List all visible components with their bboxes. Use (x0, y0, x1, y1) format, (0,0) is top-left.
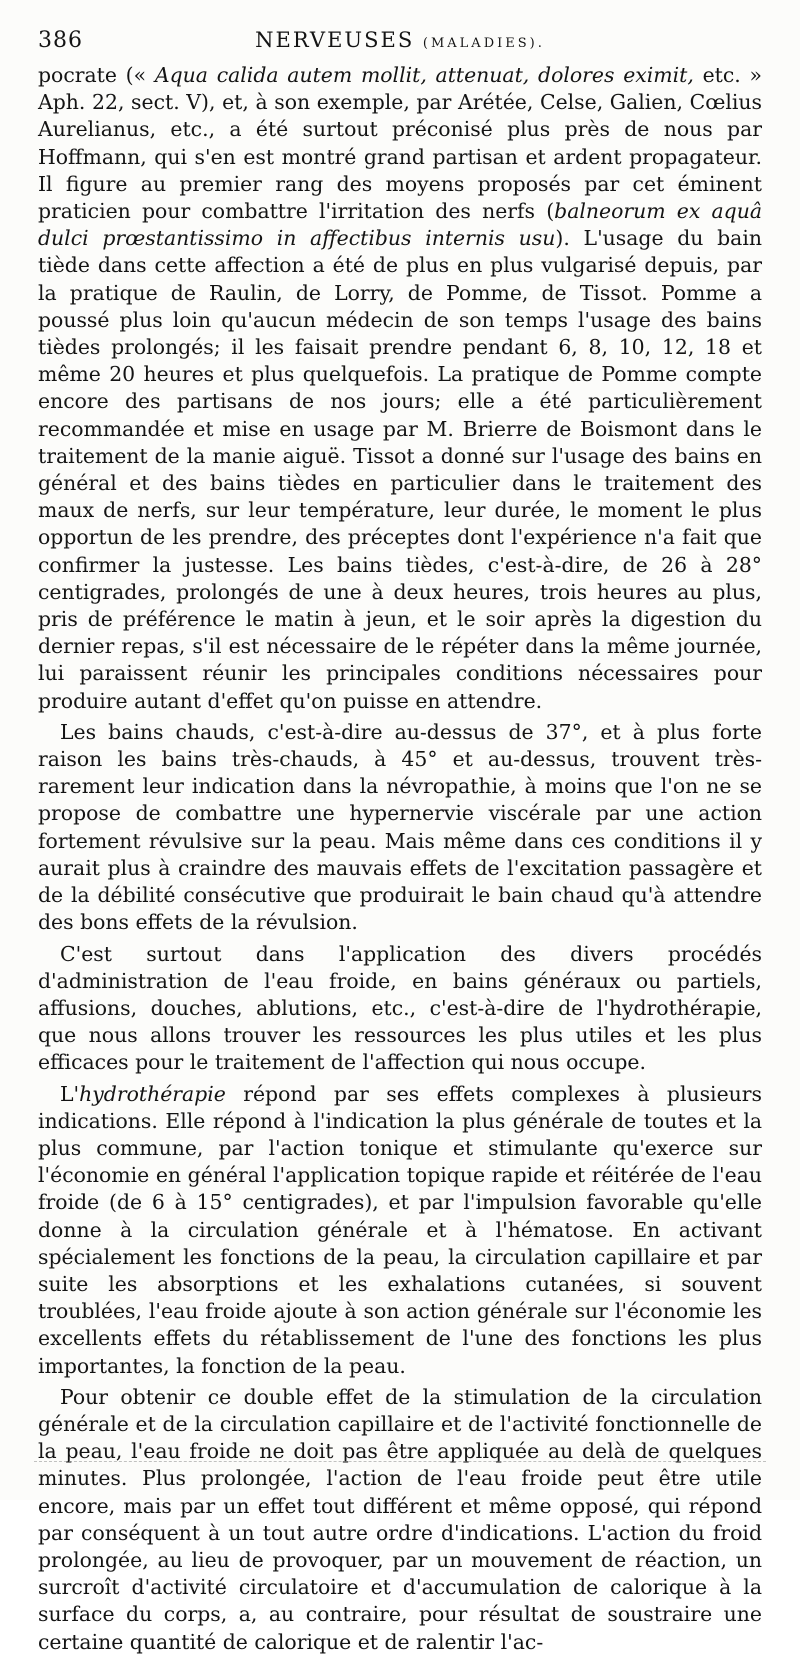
paragraph-1-text-b: etc. » Aph. 22, sect. V), et, à son exemple, par Arétée, Celse, Galien, Cœlius Aurelianus, etc., a été surtout préconisé plus près de nous par Hoffmann, qui s'en est montré grand partisan et ardent propagateur. Il figure au premier rang des moyens proposés par cet éminent praticien pour combattre l'irritation des nerfs ( (38, 63, 762, 224)
paragraph-5: Pour obtenir ce double effet de la stimulation de la circulation générale et de la circulation capillaire et de l'activité fonctionnelle de la peau, l'eau froide ne doit pas être appliquée au delà de quelques minutes. Plus prolongée, l'action de l'eau froide peut être utile encore, mais par un effet tout différent et même opposé, qui répond par conséquent à un tout autre ordre d'indications. L'action du froid prolongée, au lieu de provoquer, par un mouvement de réaction, un surcroît d'activité circulatoire et d'accumulation de calorique à la surface du corps, a, au contraire, pour résultat de soustraire une certaine quantité de calorique et de ralentir l'ac- (38, 1384, 762, 1654)
page-number: 386 (38, 28, 83, 53)
paragraph-4 (38, 1081, 762, 1380)
running-head (38, 28, 762, 52)
latin-title: balneorum ex aquâ dulci prœstantissimo in affectibus internis usu (38, 199, 762, 251)
paragraph-1-text-a: pocrate (« (38, 63, 155, 87)
paragraph-3: C'est surtout dans l'application des divers procédés d'administration de l'eau froide, en bains généraux ou partiels, affusions, douches, ablutions, etc., c'est-à-dire de l'hydrothérapie, que nous allons trouver les ressources les plus utiles et les plus efficaces pour le traitement de l'affection qui nous occupe. (38, 941, 762, 1075)
page-header (38, 28, 762, 58)
paragraph-1-text-c: ). L'usage du bain tiède dans cette affection a été de plus en plus vulgarisé depuis, par la pratique de Raulin, de Lorry, de Pomme, de Tissot. Pomme a poussé plus loin qu'aucun médecin de son temps l'usage des bains tièdes prolongés; il les faisait prendre pendant 6, 8, 10, 12, 18 et même 20 heures et plus quelquefois. La pratique de Pomme compte encore des partisans de nos jours; elle a été particulièrement recommandée et mise en usage par M. Brierre de Boismont dans le traitement de la manie aiguë. Tissot a donné sur l'usage des bains en général et des bains tièdes en particulier dans le traitement des maux de nerfs, sur leur température, leur durée, le moment le plus opportun de les prendre, des préceptes dont l'expérience n'a fait que confirmer la justesse. Les bains tièdes, c'est-à-dire, de 26 à 28° centigrades, prolongés de une à deux heures, trois heures au plus, pris de préférence le matin à jeun, et le soir après la digestion du dernier repas, s'il est nécessaire de le répéter dans la même journée, lui paraissent réunir les principales conditions nécessaires pour produire autant d'effet qu'on puisse en attendre. (38, 226, 762, 713)
paragraph-2: Les bains chauds, c'est-à-dire au-dessus de 37°, et à plus forte raison les bains très-chauds, à 45° et au-dessus, trouvent très-rarement leur indication dans la névropathie, à moins que l'on ne se propose de combattre une hypernervie viscérale par une action fortement révulsive sur la peau. Mais même dans ces conditions il y aurait plus à craindre des mauvais effets de l'excitation passagère et de la débilité consécutive que produirait le bain chaud qu'à attendre des bons effets de la révulsion. (38, 719, 762, 935)
body-text (38, 62, 762, 1656)
running-subtitle: (MALADIES). (422, 36, 545, 51)
scan-artifact-line (34, 1461, 766, 1463)
latin-quote: Aqua calida autem mollit, attenuat, dolores eximit, (154, 63, 694, 87)
paragraph-4-text-b: répond par ses effets complexes à plusieurs indications. Elle répond à l'indication la plus générale de toutes et la plus commune, par l'action tonique et stimulante qu'exerce sur l'économie en général l'application topique rapide et réitérée de l'eau froide (de 6 à 15° centigrades), et par l'impulsion favorable qu'elle donne à la circulation générale et à l'hématose. En activant spécialement les fonctions de la peau, la circulation capillaire et par suite les absorptions et les exhalations cutanées, si souvent troublées, l'eau froide ajoute à son action générale sur l'économie les excellents effets du rétablissement de l'une des fonctions les plus importantes, la fonction de la peau. (38, 1081, 762, 1378)
paragraph-1 (38, 62, 762, 715)
paragraph-4-text-a: L' (60, 1081, 80, 1106)
running-title: NERVEUSES (255, 28, 415, 52)
hydrotherapie-term: hydrothérapie (79, 1081, 226, 1106)
